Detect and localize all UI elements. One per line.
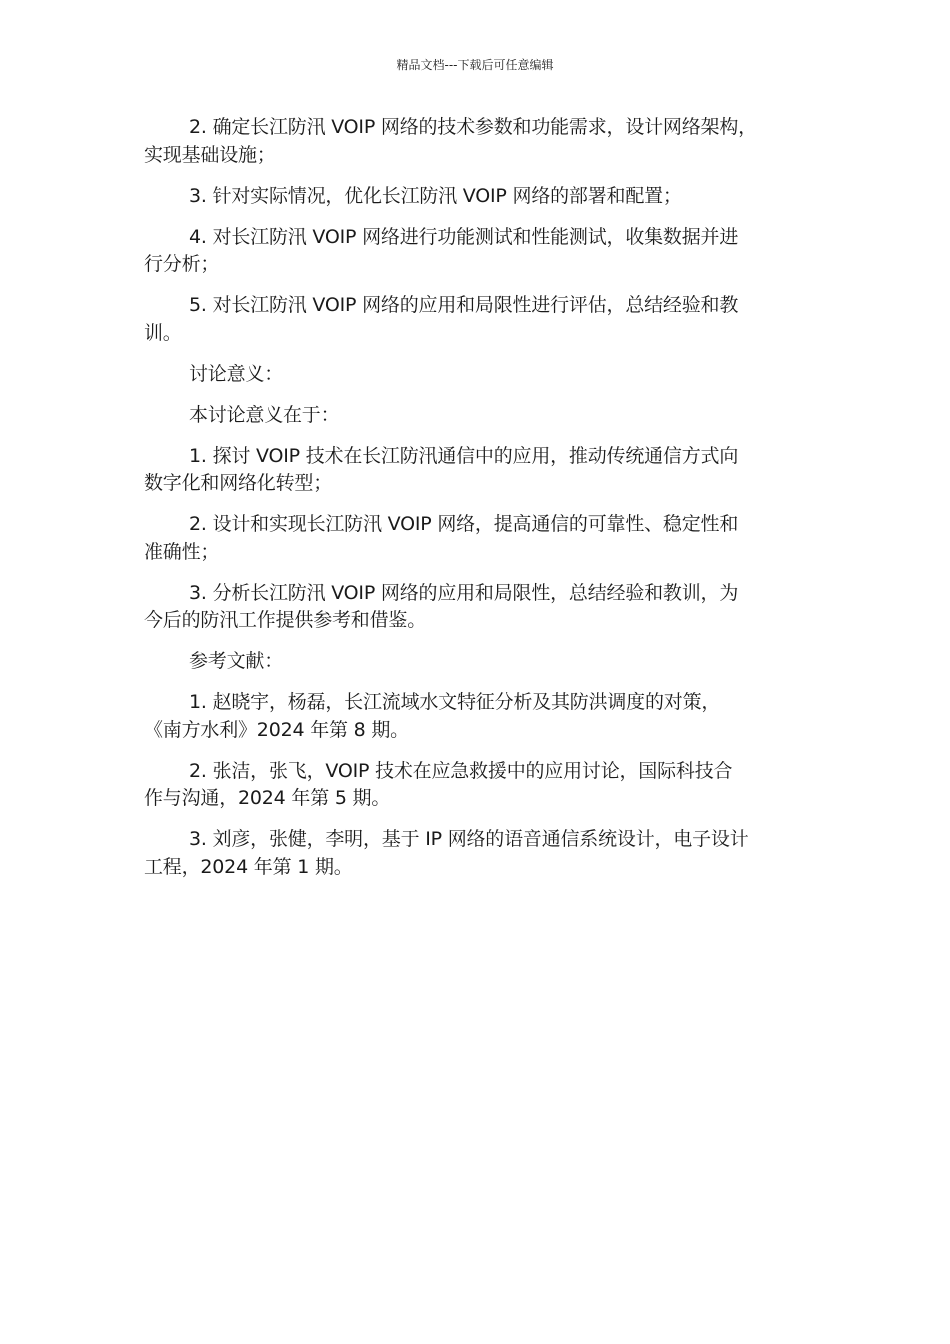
- significance-point-2: 2. 设计和实现长江防汛 VOIP 网络，提高通信的可靠性、稳定性和 准确性；: [144, 513, 739, 563]
- page-header: 精品文档---下载后可任意编辑: [396, 58, 554, 72]
- significance-point-3: 3. 分析长江防汛 VOIP 网络的应用和局限性，总结经验和教训，为 今后的防汛工作提供参考和借鉴。: [144, 581, 739, 631]
- reference-3: 3. 刘彦，张健，李明，基于 IP 网络的语音通信系统设计，电子设计 工程，2024 年第 1 期。: [144, 828, 749, 878]
- significance-intro: 本讨论意义在于：: [189, 403, 340, 426]
- research-step-5: 5. 对长江防汛 VOIP 网络的应用和局限性进行评估，总结经验和教 训。: [144, 294, 739, 344]
- references-heading: 参考文献：: [189, 650, 284, 672]
- reference-1: 1. 赵晓宇，杨磊，长江流域水文特征分析及其防洪调度的对策， 《南方水利》2024 年第 8 期。: [144, 691, 721, 741]
- reference-2: 2. 张洁，张飞，VOIP 技术在应急救援中的应用讨论，国际科技合 作与沟通，2024 年第 5 期。: [144, 759, 733, 809]
- research-step-4: 4. 对长江防汛 VOIP 网络进行功能测试和性能测试，收集数据并进 行分析；: [144, 225, 739, 275]
- research-step-3: 3. 针对实际情况，优化长江防汛 VOIP 网络的部署和配置；: [189, 184, 682, 207]
- research-step-2: 2. 确定长江防汛 VOIP 网络的技术参数和功能需求，设计网络架构， 实现基础设施；: [144, 116, 757, 166]
- significance-point-1: 1. 探讨 VOIP 技术在长江防汛通信中的应用，推动传统通信方式向 数字化和网络化转型；: [144, 444, 739, 494]
- document-body: [144, 114, 806, 895]
- significance-heading: 讨论意义：: [189, 362, 284, 385]
